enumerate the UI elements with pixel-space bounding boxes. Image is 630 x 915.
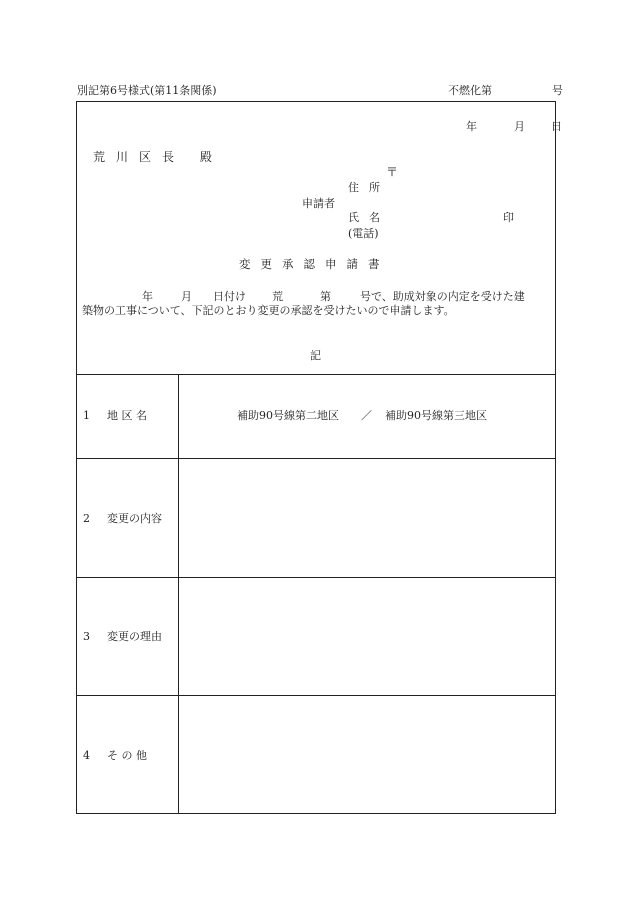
reference-number [448, 85, 563, 96]
name-label: 氏名 [348, 211, 390, 224]
table-top-rule [76, 374, 556, 375]
row-label-text: 変更の内容 [107, 512, 162, 525]
body-line1-rest: 号で、助成対象の内定を受けた建 [360, 290, 525, 303]
body-line-1 [142, 291, 525, 302]
body-year: 年 [142, 290, 153, 303]
row-divider [76, 577, 556, 578]
body-ara: 荒 [272, 290, 283, 303]
table-row-label [83, 631, 162, 642]
reference-prefix: 不燃化第 [448, 84, 492, 97]
district-option-a: 補助90号線第二地区 [237, 409, 339, 422]
body-dated: 日付け [213, 290, 246, 303]
table-row-label [83, 410, 147, 421]
body-dai: 第 [320, 290, 331, 303]
row-label-text: 変更の理由 [107, 630, 162, 643]
district-value [237, 410, 487, 421]
district-option-b: 補助90号線第三地区 [385, 409, 487, 422]
reference-suffix: 号 [552, 84, 563, 97]
postal-mark: 〒 [386, 165, 399, 179]
applicant-label: 申請者 [302, 197, 335, 210]
row-divider [76, 458, 556, 459]
form-label: 別記第6号様式(第11条関係) [77, 84, 217, 97]
date-line [466, 121, 562, 132]
body-month: 月 [181, 290, 192, 303]
row-number: 1 [83, 409, 90, 422]
phone-label: (電話) [348, 227, 379, 240]
address-label: 住所 [348, 181, 390, 194]
table-row-label [83, 750, 147, 761]
date-year: 年 [466, 120, 477, 133]
row-label-text: そ の 他 [107, 749, 147, 762]
row-divider [76, 695, 556, 696]
date-day: 日 [551, 120, 562, 133]
ki-label: 記 [310, 349, 321, 362]
date-month: 月 [514, 120, 525, 133]
column-divider [178, 374, 179, 814]
table-row-label [83, 513, 162, 524]
row-number: 2 [83, 512, 90, 525]
district-separator: ／ [361, 409, 372, 422]
document-title: 変更承認申請書 [239, 257, 390, 271]
row-number: 3 [83, 630, 90, 643]
row-number: 4 [83, 749, 90, 762]
body-line-2: 築物の工事について、下記のとおり変更の承認を受けたいので申請します。 [82, 304, 455, 317]
addressee: 荒川区長 殿 [93, 150, 223, 164]
row-label-text: 地 区 名 [107, 409, 147, 422]
seal-label: 印 [503, 211, 514, 224]
